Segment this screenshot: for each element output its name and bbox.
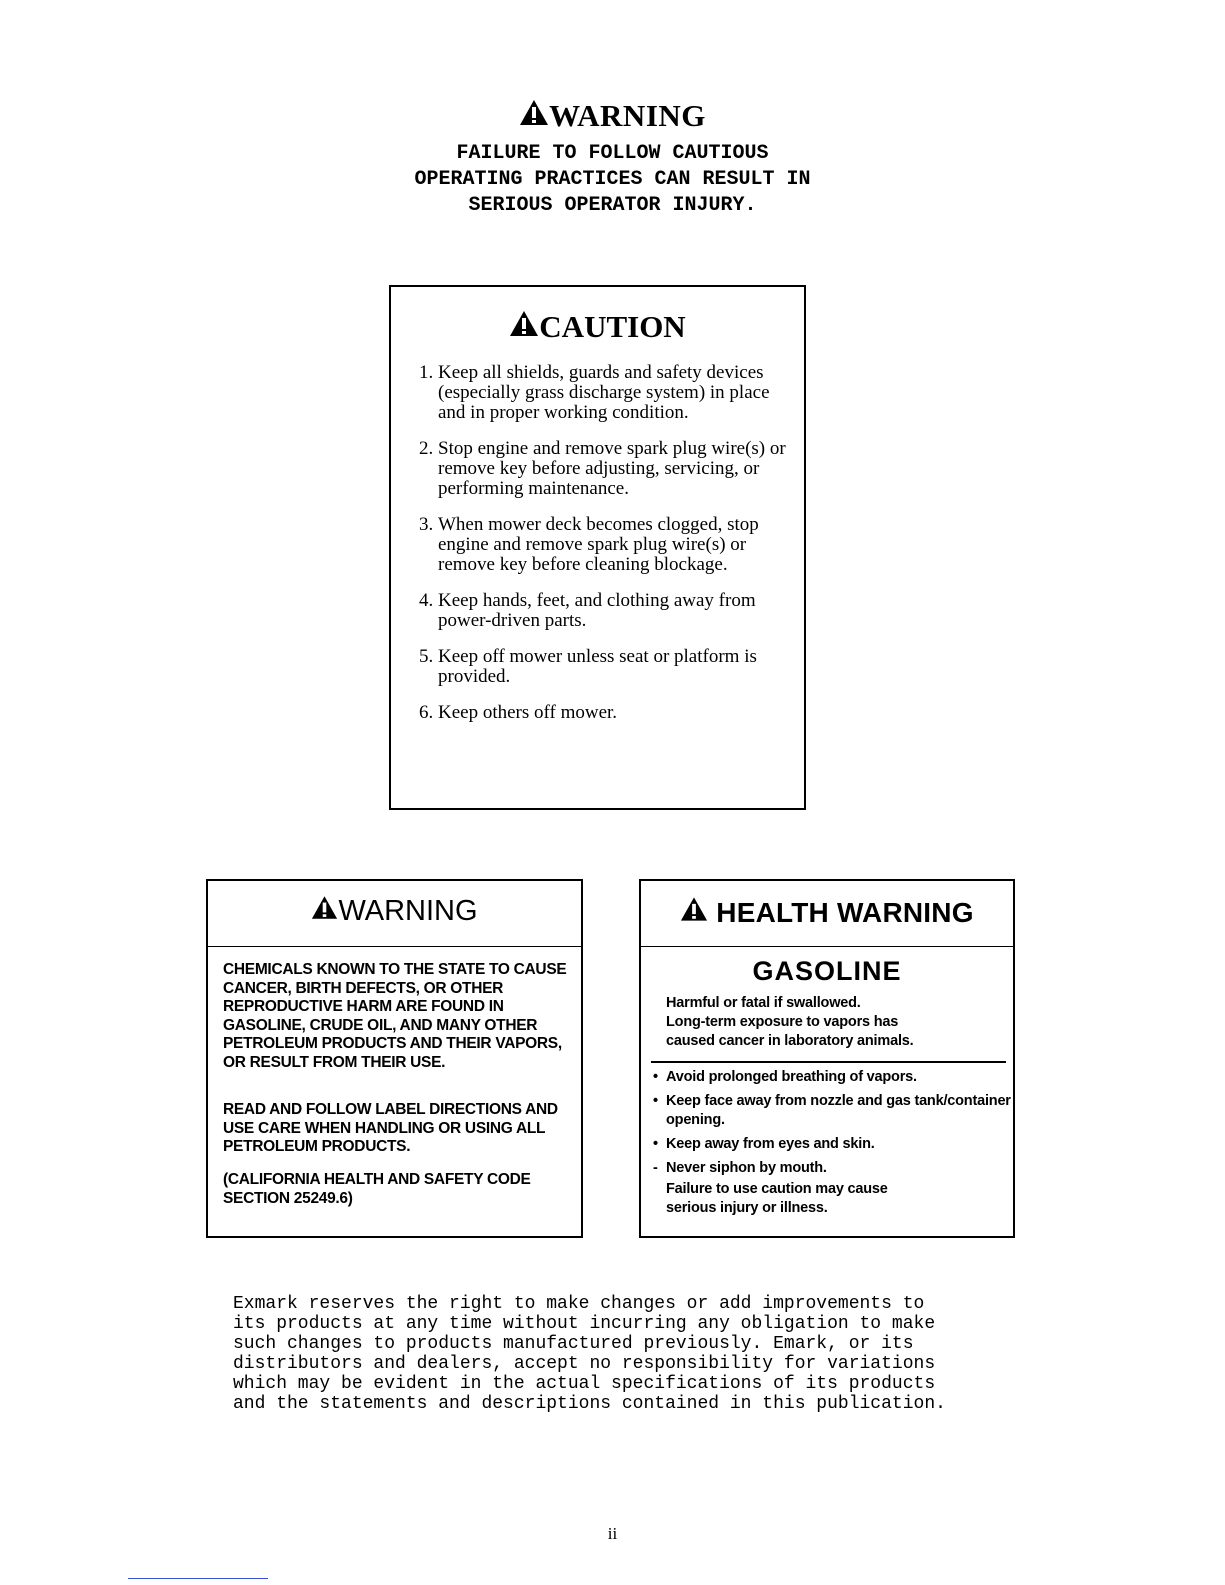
warning-triangle-icon	[519, 99, 549, 126]
health-bullet-item	[653, 1135, 1011, 1154]
top-warning-heading	[0, 98, 1225, 134]
caution-item-text: Keep off mower unless seat or platform is provided.	[438, 646, 757, 687]
caution-item	[419, 647, 794, 687]
warning-triangle-icon	[680, 896, 708, 922]
disclaimer-line: Exmark reserves the right to make changes or add improvements to	[233, 1294, 925, 1314]
health-bullet-item	[653, 1092, 1011, 1130]
disclaimer-line: such changes to products manufactured previously. Emark, or its	[233, 1334, 914, 1354]
health-warning-divider	[651, 1061, 1006, 1063]
health-closing-line: serious injury or illness.	[666, 1200, 828, 1216]
chemical-warning-paragraph: (CALIFORNIA HEALTH AND SAFETY CODE SECTION 25249.6)	[223, 1171, 531, 1207]
caution-item-number: 5.	[419, 646, 434, 667]
top-warning-line: FAILURE TO FOLLOW CAUTIOUS	[456, 142, 769, 165]
bullet-marker: •	[653, 1069, 658, 1085]
bullet-marker: -	[653, 1160, 658, 1176]
caution-item	[419, 439, 794, 499]
health-intro-line: Harmful or fatal if swallowed.	[666, 995, 861, 1011]
disclaimer-line: and the statements and descriptions contained in this publication.	[233, 1394, 946, 1414]
top-warning-title-text: WARNING	[549, 98, 706, 133]
caution-list	[419, 363, 794, 739]
caution-item-text: Keep hands, feet, and clothing away from power-driven parts.	[438, 590, 756, 631]
disclaimer-line: distributors and dealers, accept no responsibility for variations	[233, 1354, 936, 1374]
caution-item-number: 6.	[419, 702, 434, 723]
top-warning-line: OPERATING PRACTICES CAN RESULT IN	[414, 168, 811, 191]
health-intro-line: caused cancer in laboratory animals.	[666, 1033, 914, 1049]
disclaimer-line: which may be evident in the actual specifications of its products	[233, 1374, 936, 1394]
disclaimer-line: its products at any time without incurring any obligation to make	[233, 1314, 936, 1334]
caution-box	[389, 285, 806, 810]
caution-item-text: Stop engine and remove spark plug wire(s) or remove key before adjusting, servicing, or performing maintenance.	[438, 438, 786, 499]
caution-item-text: Keep all shields, guards and safety devices (especially grass discharge system) in place and in proper working condition.	[438, 362, 770, 423]
page-number: ii	[607, 1524, 618, 1543]
caution-item-text: When mower deck becomes clogged, stop engine and remove spark plug wire(s) or remove key before cleaning blockage.	[438, 514, 759, 575]
caution-item-number: 1.	[419, 362, 434, 383]
health-bullet-item	[653, 1159, 1011, 1178]
health-bullet-item	[653, 1068, 1011, 1087]
chemical-warning-heading	[208, 895, 581, 928]
health-bullet-text: Never siphon by mouth.	[666, 1160, 827, 1176]
warning-triangle-icon	[311, 895, 338, 920]
top-warning-line: SERIOUS OPERATOR INJURY.	[468, 194, 757, 217]
top-warning-message	[0, 141, 1225, 219]
caution-item-number: 4.	[419, 590, 434, 611]
bullet-marker: •	[653, 1093, 658, 1109]
health-intro-line: Long-term exposure to vapors has	[666, 1014, 899, 1030]
caution-item-number: 3.	[419, 514, 434, 535]
chemical-warning-header	[208, 881, 581, 947]
health-warning-heading	[641, 896, 1013, 929]
health-bullet-text: Avoid prolonged breathing of vapors.	[666, 1069, 917, 1085]
chemical-warning-paragraph: READ AND FOLLOW LABEL DIRECTIONS AND USE CARE WHEN HANDLING OR USING ALL PETROLEUM PRODUCTS.	[223, 1101, 558, 1155]
caution-item	[419, 515, 794, 575]
health-bullet-text: Keep away from eyes and skin.	[666, 1136, 875, 1152]
disclaimer-text	[233, 1294, 946, 1414]
chemical-warning-paragraph: CHEMICALS KNOWN TO THE STATE TO CAUSE CANCER, BIRTH DEFECTS, OR OTHER REPRODUCTIVE HARM ARE FOUND IN GASOLINE, CRUDE OIL, AND MANY OTHER PETROLEUM PRODUCTS AND THEIR VAPORS, OR RESULT FROM THEIR USE.	[223, 961, 567, 1071]
health-warning-box	[639, 879, 1015, 1238]
health-warning-bullets	[653, 1068, 1011, 1183]
caution-item-text: Keep others off mower.	[438, 702, 618, 723]
health-warning-subtitle: GASOLINE	[752, 956, 902, 986]
health-closing-line: Failure to use caution may cause	[666, 1181, 888, 1197]
health-warning-header	[641, 881, 1013, 947]
health-bullet-text: Keep face away from nozzle and gas tank/container opening.	[666, 1093, 1011, 1128]
caution-item	[419, 363, 794, 423]
health-warning-closing	[666, 1180, 888, 1218]
chemical-warning-box	[206, 879, 583, 1238]
warning-triangle-icon	[509, 310, 539, 337]
caution-item-number: 2.	[419, 438, 434, 459]
caution-heading	[391, 309, 804, 345]
health-warning-intro	[666, 994, 913, 1051]
caution-item	[419, 591, 794, 631]
bullet-marker: •	[653, 1136, 658, 1152]
chemical-warning-title-text: WARNING	[338, 895, 478, 927]
health-warning-title-text: HEALTH WARNING	[716, 897, 974, 928]
caution-item	[419, 703, 794, 723]
bottom-rule	[128, 1578, 268, 1579]
caution-title-text: CAUTION	[539, 309, 686, 344]
